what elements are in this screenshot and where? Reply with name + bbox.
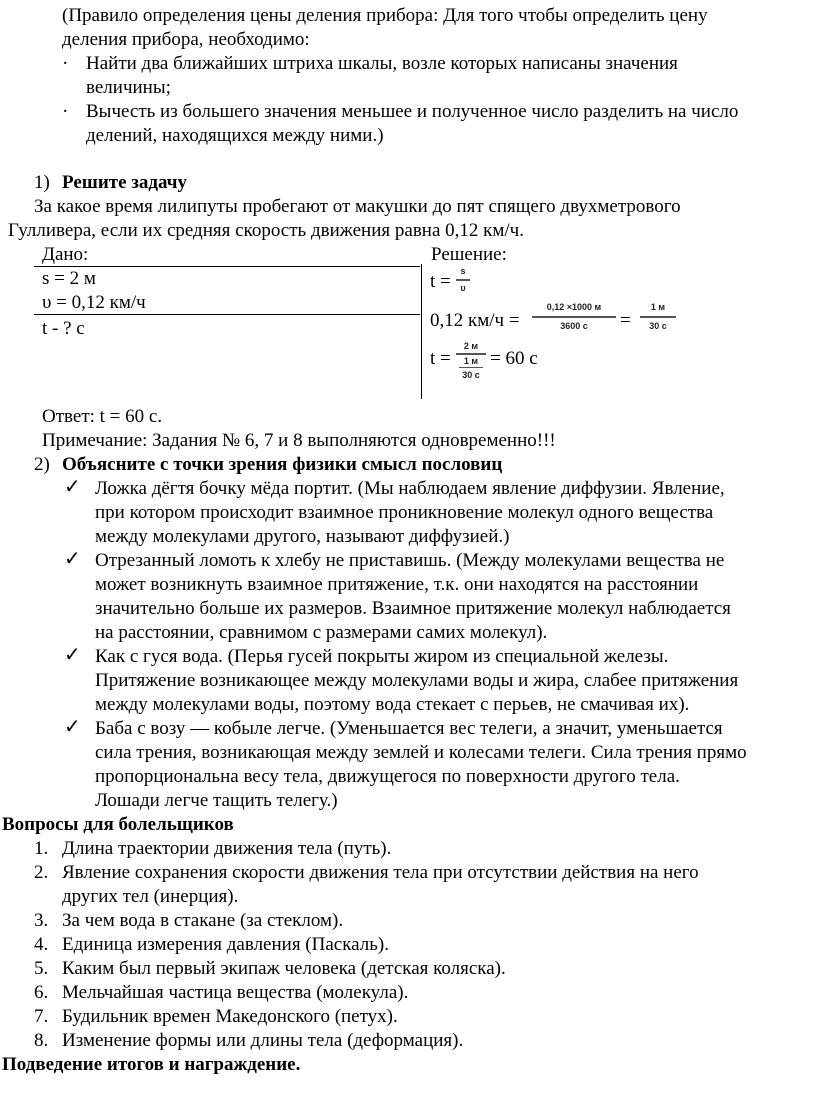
- fans-item-number: 7.: [34, 1006, 49, 1027]
- check-icon: ✓: [64, 548, 81, 570]
- result-t-label: t =: [430, 348, 451, 369]
- given-label: Дано:: [42, 244, 89, 265]
- result-inner-fraction-bar: [459, 367, 483, 368]
- fans-item-number: 4.: [34, 934, 49, 955]
- proverb-1-line-2: при котором происходит взаимное проникновение молекул одного вещества: [95, 502, 714, 523]
- task1-text-line-1: За какое время лилипуты пробегают от макушки до пят спящего двухметрового: [34, 196, 681, 217]
- result-inner-numerator: 1 м: [463, 356, 479, 366]
- rule-bullet-1-line-2: величины;: [86, 77, 171, 98]
- formula-fraction-bar: [456, 279, 470, 281]
- proverb-2-line-2: может возникнуть взаимное притяжение, т.к. они находятся на расстоянии: [95, 574, 699, 595]
- check-icon: ✓: [64, 476, 81, 498]
- find-time: t - ? c: [42, 318, 85, 339]
- conversion-equals: =: [620, 310, 631, 331]
- solution-label: Решение:: [431, 244, 507, 265]
- rule-line-1: (Правило определения цены деления прибора: Для того чтобы определить цену: [62, 5, 708, 26]
- proverb-1-line-3: между молекулами другого, называют диффузией.): [95, 526, 510, 547]
- result-inner-denominator: 30 с: [462, 370, 480, 380]
- conversion-fraction-bar: [532, 316, 616, 318]
- given-bottom-line: [34, 314, 420, 315]
- fans-item-number: 8.: [34, 1030, 49, 1051]
- task1-number: 1): [34, 172, 50, 193]
- proverb-2-line-1: Отрезанный ломоть к хлебу не приставишь. (Между молекулами вещества не: [95, 550, 725, 571]
- fans-item-text: Каким был первый экипаж человека (детская коляска).: [62, 958, 506, 979]
- final-heading: Подведение итогов и награждение.: [2, 1054, 301, 1075]
- given-speed: υ = 0,12 км/ч: [42, 292, 146, 313]
- rule-bullet-2-line-1: Вычесть из большего значения меньшее и полученное число разделить на число: [86, 101, 739, 122]
- note: Примечание: Задания № 6, 7 и 8 выполняются одновременно!!!: [42, 430, 556, 451]
- fans-item-text: других тел (инерция).: [62, 886, 239, 907]
- fans-item-text: Явление сохранения скорости движения тела при отсутствии действия на него: [62, 862, 699, 883]
- conversion2-denominator: 30 с: [649, 321, 667, 331]
- proverb-4-line-4: Лошади легче тащить телегу.): [95, 790, 338, 811]
- proverb-4-line-2: сила трения, возникающая между землей и колесами телеги. Сила трения прямо: [95, 742, 747, 763]
- given-distance: s = 2 м: [42, 268, 96, 289]
- check-icon: ✓: [64, 644, 81, 666]
- proverb-3-line-2: Притяжение возникающее между молекулами воды и жира, слабее притяжения: [95, 670, 739, 691]
- fans-title: Вопросы для болельщиков: [2, 814, 234, 835]
- fans-item-text: Будильник времен Македонского (петух).: [62, 1006, 398, 1027]
- proverb-4-line-1: Баба с возу — кобыле легче. (Уменьшается вес телеги, а значит, уменьшается: [95, 718, 723, 739]
- fans-item-text: Изменение формы или длины тела (деформация).: [62, 1030, 464, 1051]
- result-numerator: 2 м: [463, 341, 479, 351]
- rule-bullet-2-line-2: делений, находящихся между ними.): [86, 125, 384, 146]
- answer: Ответ: t = 60 с.: [42, 406, 163, 427]
- fans-item-number: 3.: [34, 910, 49, 931]
- conversion2-numerator: 1 м: [650, 302, 666, 312]
- check-icon: ✓: [64, 716, 81, 738]
- result-fraction-bar: [456, 353, 486, 355]
- bullet-2: ·: [62, 101, 69, 122]
- fans-item-number: 1.: [34, 838, 49, 859]
- formula-numerator: s: [460, 266, 466, 276]
- conversion-numerator: 0,12 ×1000 м: [546, 302, 602, 312]
- fans-item-text: Единица измерения давления (Паскаль).: [62, 934, 389, 955]
- fans-item-number: 5.: [34, 958, 49, 979]
- formula-denominator: υ: [460, 283, 466, 293]
- fans-item-number: 2.: [34, 862, 49, 883]
- conversion-denominator: 3600 с: [560, 321, 588, 331]
- fans-item-text: За чем вода в стакане (за стеклом).: [62, 910, 344, 931]
- fans-item-text: Мельчайшая частица вещества (молекула).: [62, 982, 409, 1003]
- proverb-3-line-1: Как с гуся вода. (Перья гусей покрыты жиром из специальной железы.: [95, 646, 669, 667]
- rule-line-2: деления прибора, необходимо:: [62, 29, 310, 50]
- task2-title: Объясните с точки зрения физики смысл пословиц: [62, 454, 503, 475]
- table-vertical-divider: [421, 264, 422, 399]
- proverb-2-line-3: значительно больше их размеров. Взаимное притяжение молекул наблюдается: [95, 598, 731, 619]
- bullet-1: ·: [62, 53, 69, 74]
- formula-t-label: t =: [430, 271, 451, 292]
- proverb-4-line-3: пропорциональна весу тела, движущегося по поверхности другого тела.: [95, 766, 680, 787]
- conversion2-fraction-bar: [640, 316, 676, 318]
- proverb-2-line-4: на расстоянии, сравнимом с размерами самих молекул).: [95, 622, 548, 643]
- proverb-3-line-3: между молекулами воды, поэтому вода стекает с перьев, не смачивая их).: [95, 694, 690, 715]
- proverb-1-line-1: Ложка дёгтя бочку мёда портит. (Мы наблюдаем явление диффузии. Явление,: [95, 478, 725, 499]
- task1-title: Решите задачу: [62, 172, 187, 193]
- task1-text-line-2: Гулливера, если их средняя скорость движения равна 0,12 км/ч.: [8, 220, 524, 241]
- fans-item-text: Длина траектории движения тела (путь).: [62, 838, 392, 859]
- conversion-left: 0,12 км/ч =: [430, 310, 520, 331]
- task2-number: 2): [34, 454, 50, 475]
- rule-bullet-1-line-1: Найти два ближайших штриха шкалы, возле которых написаны значения: [86, 53, 678, 74]
- result-value: = 60 с: [490, 348, 538, 369]
- fans-item-number: 6.: [34, 982, 49, 1003]
